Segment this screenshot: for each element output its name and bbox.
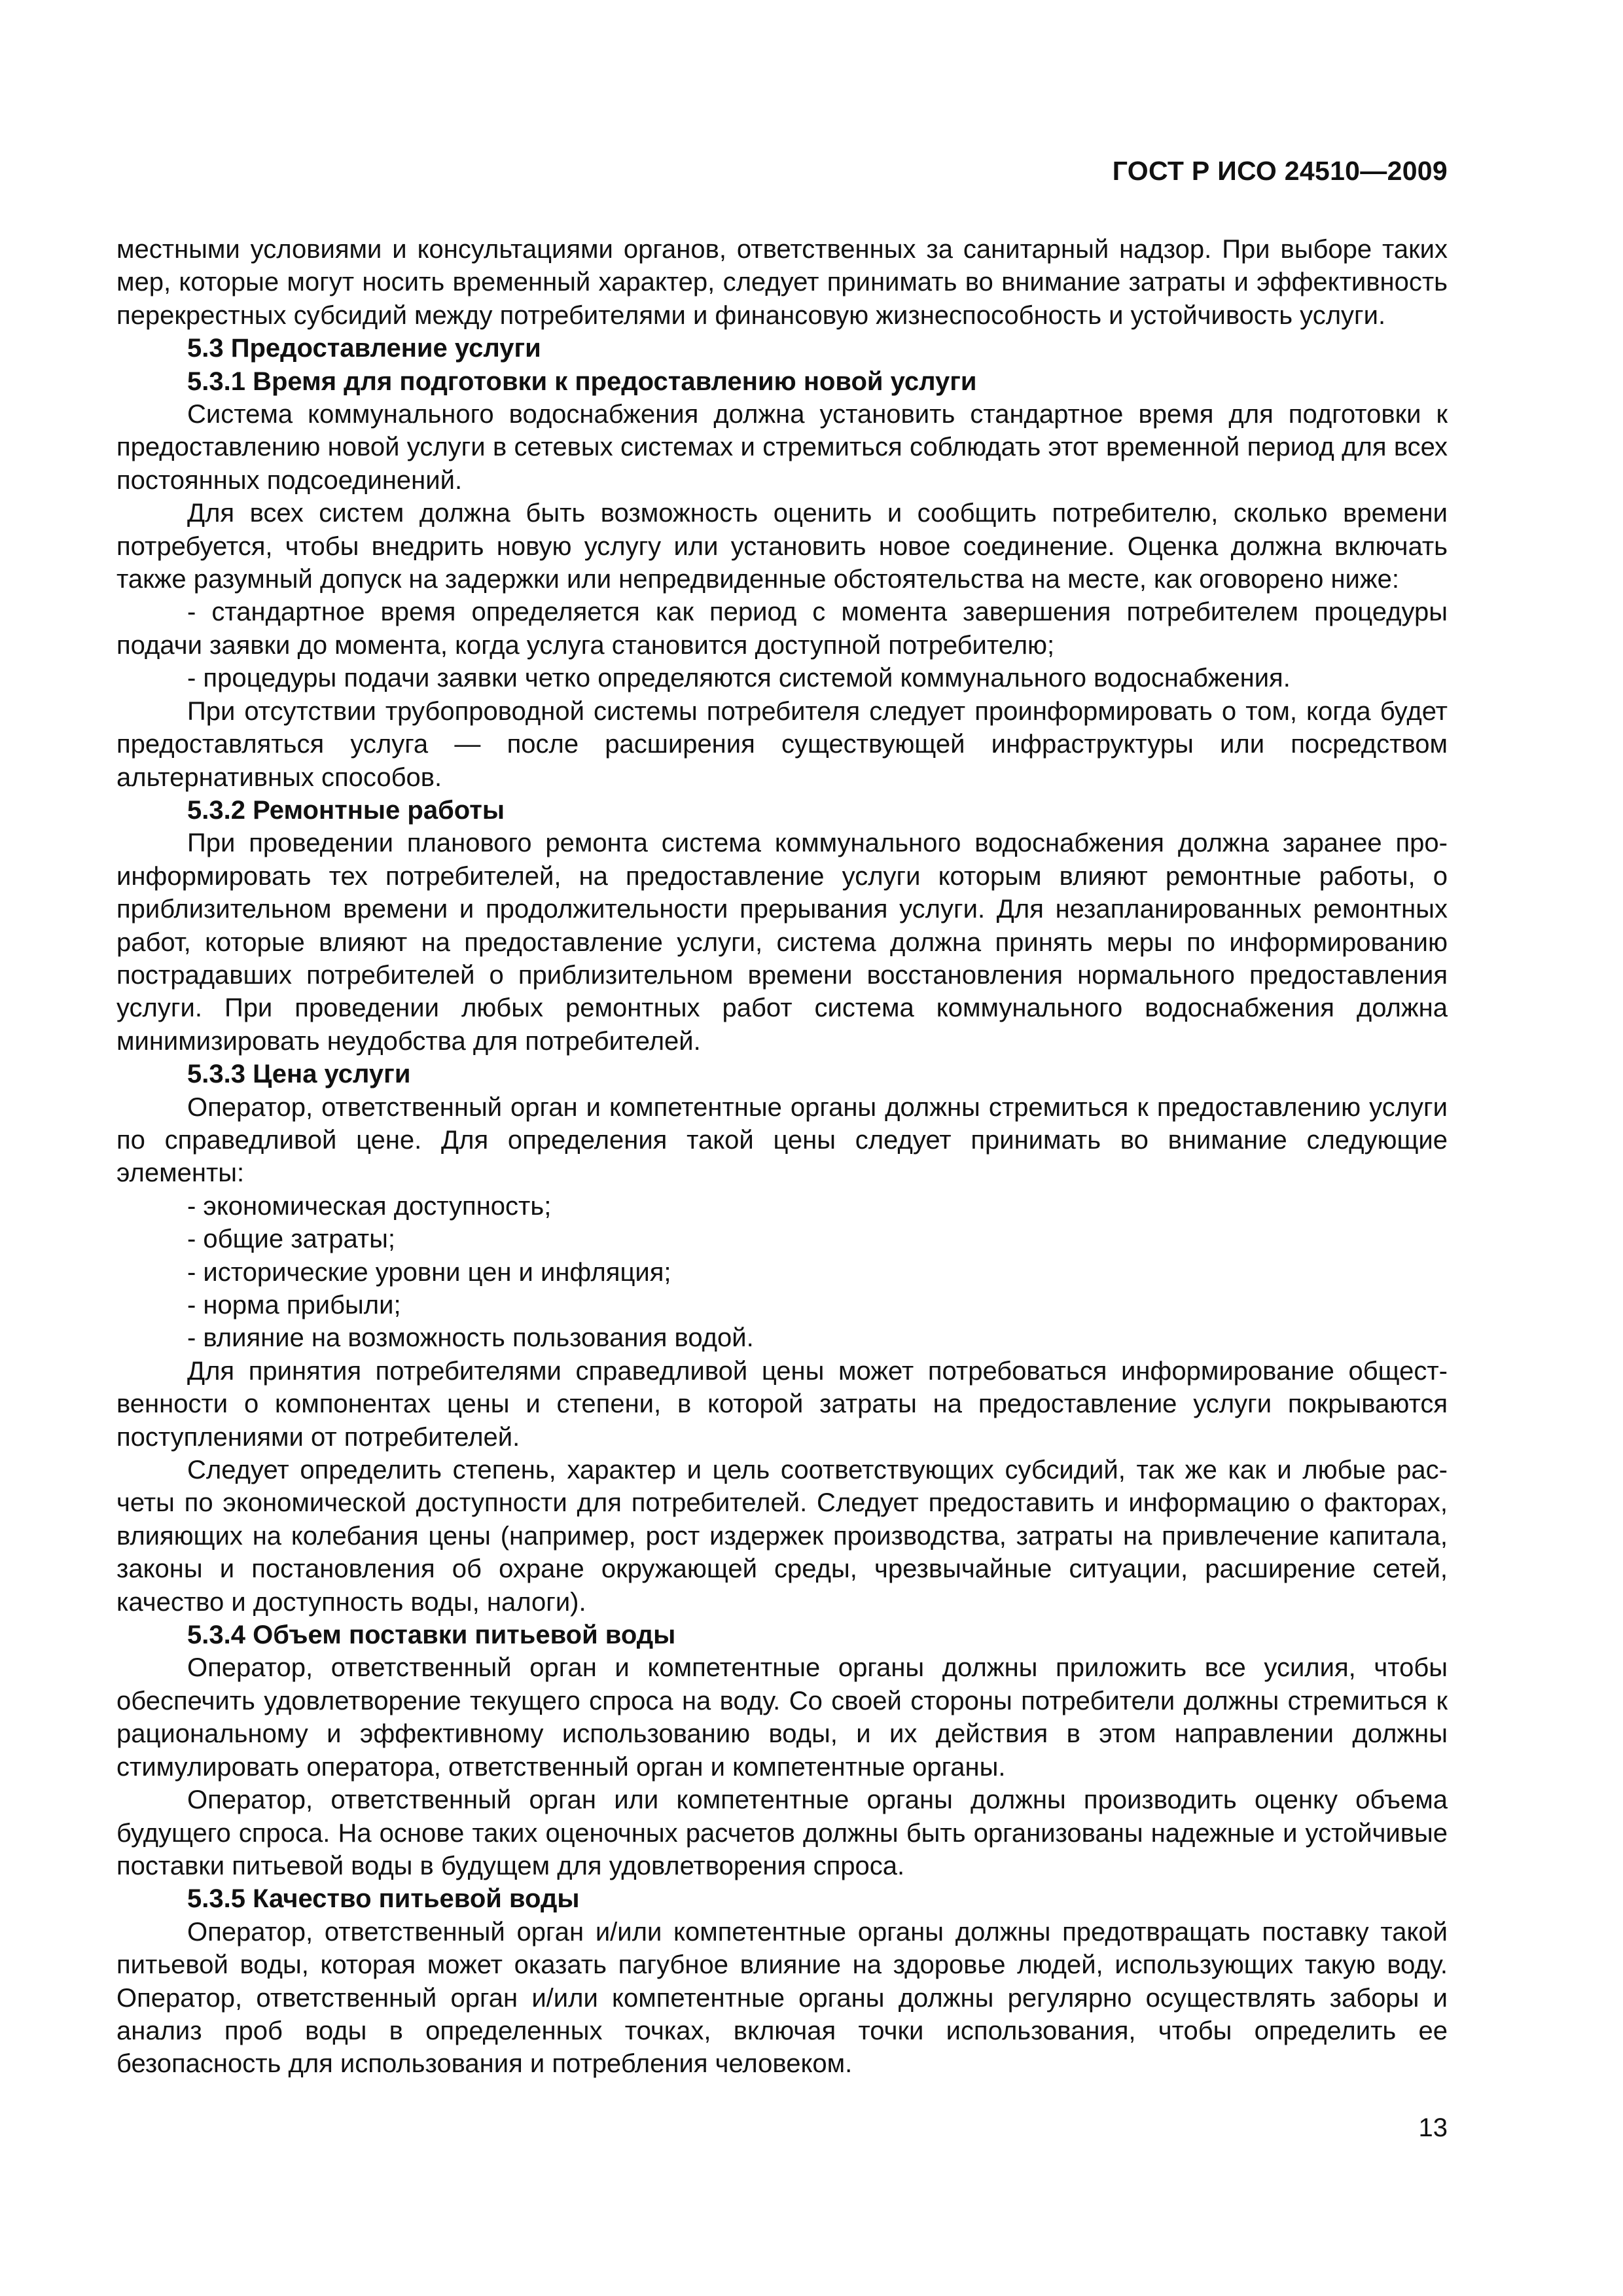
list-item: - общие затраты; bbox=[187, 1225, 396, 1254]
section-heading: 5.3.5 Качество питьевой воды bbox=[187, 1884, 580, 1914]
paragraph: Оператор, ответственный орган и/или компетентные органы должны предотвращать поставку такой питьевой воды, которая может оказать пагубное влияние на здоровье людей, использующих такую воду. Оператор, ответственный орган и/или компетентные органы должны регулярно осуществлять заборы и анализ проб воды в определенных точках, включая точки использования, чтобы определить ее безопасность для использования и потребления человеком. bbox=[116, 1917, 1448, 2079]
list-item: - влияние на возможность пользования водой. bbox=[187, 1323, 754, 1353]
section-heading: 5.3.2 Ремонтные работы bbox=[187, 795, 505, 825]
paragraph: Для принятия потребителями справедливой цены может потребоваться информирование общественности о компонентах цены и степени, в которой затраты на предоставление услуги покрываются поступлениями от потребителей. bbox=[116, 1356, 1448, 1452]
document-body bbox=[116, 233, 1448, 2081]
section-heading: 5.3.1 Время для подготовки к предоставлению новой услуги bbox=[187, 367, 977, 396]
section-heading: 5.3.3 Цена услуги bbox=[187, 1060, 411, 1089]
paragraph: Следует определить степень, характер и цель соответствующих субсидий, так же как и любые расчеты по экономической доступности для потребителей. Следует предоставить и информацию о факторах, влияющих на колебания цены (например, рост издержек производства, затраты на привлечение капитала, законы и постановления об охране окружающей среды, чрезвычайные ситуации, расширение сетей, качество и доступность воды, налоги). bbox=[116, 1456, 1448, 1617]
list-item: - норма прибыли; bbox=[187, 1291, 401, 1319]
list-item: - процедуры подачи заявки четко определяются системой коммунального водоснабжения. bbox=[187, 664, 1291, 693]
section-heading: 5.3 Предоставление услуги bbox=[187, 334, 541, 363]
list-item: - исторические уровни цен и инфляция; bbox=[187, 1257, 671, 1287]
paragraph: При отсутствии трубопроводной системы потребителя следует проинформировать о том, когда будет предоставляться услуга — после расширения существующей инфраструктуры или посредством альтернативных способов. bbox=[116, 696, 1448, 792]
list-item: - стандартное время определяется как период с момента завершения потребителем процедуры подачи заявки до момента, когда услуга становится доступной потребителю; bbox=[116, 598, 1448, 660]
page-number: 13 bbox=[1418, 2113, 1448, 2142]
paragraph: Оператор, ответственный орган и компетентные органы должны приложить все усилия, чтобы обеспечить удовлетворение текущего спроса на воду. Со своей стороны потребители должны стремиться к рациональному и эффективному использованию воды, и их действия в этом направлении должны стимулировать оператора, ответственный орган и компетентные органы. bbox=[116, 1653, 1448, 1782]
paragraph: Для всех систем должна быть возможность оценить и сообщить потребителю, сколько времени потребуется, чтобы внедрить новую услугу или установить новое соединение. Оценка должна включать также разумный допуск на задержки или непредвиденные обстоятельства на месте, как оговорено ниже: bbox=[116, 499, 1448, 594]
paragraph: Система коммунального водоснабжения должна установить стандартное время для подготовки к предоставлению новой услуги в сетевых системах и стремиться соблюдать этот временной период для всех постоянных подсоединений. bbox=[116, 400, 1448, 495]
document-code-header: ГОСТ Р ИСО 24510—2009 bbox=[1112, 156, 1448, 186]
paragraph-continuation: местными условиями и консультациями органов, ответственных за санитарный надзор. При выборе таких мер, которые могут носить временный характер, следует принимать во внимание затраты и эффективность перекрестных субсидий между потребителями и финансовую жизнеспособность и устойчивость услуги. bbox=[116, 235, 1448, 330]
section-heading: 5.3.4 Объем поставки питьевой воды bbox=[187, 1621, 676, 1650]
list-item: - экономическая доступность; bbox=[187, 1191, 552, 1221]
paragraph: При проведении планового ремонта система коммунального водоснабжения должна заранее проинформировать тех потребителей, на предоставление услуги которым влияют ремонтные работы, о приблизительном времени и продолжительности прерывания услуги. Для незапланированных ремонтных работ, которые влияют на предоставление услуги, система должна принять меры по информированию пострадавших потребителей о приблизительном времени восстановления нормального предоставления услуги. При проведении любых ремонтных работ система коммунального водоснабжения должна минимизировать неудобства для потребителей. bbox=[116, 829, 1448, 1056]
paragraph: Оператор, ответственный орган и компетентные органы должны стремиться к предоставлению услуги по справедливой цене. Для определения такой цены следует принимать во внимание следующие элементы: bbox=[116, 1092, 1448, 1188]
paragraph: Оператор, ответственный орган или компетентные органы должны производить оценку объема будущего спроса. На основе таких оценочных расчетов должны быть организованы надежные и устойчивые поставки питьевой воды в будущем для удовлетворения спроса. bbox=[116, 1785, 1448, 1880]
